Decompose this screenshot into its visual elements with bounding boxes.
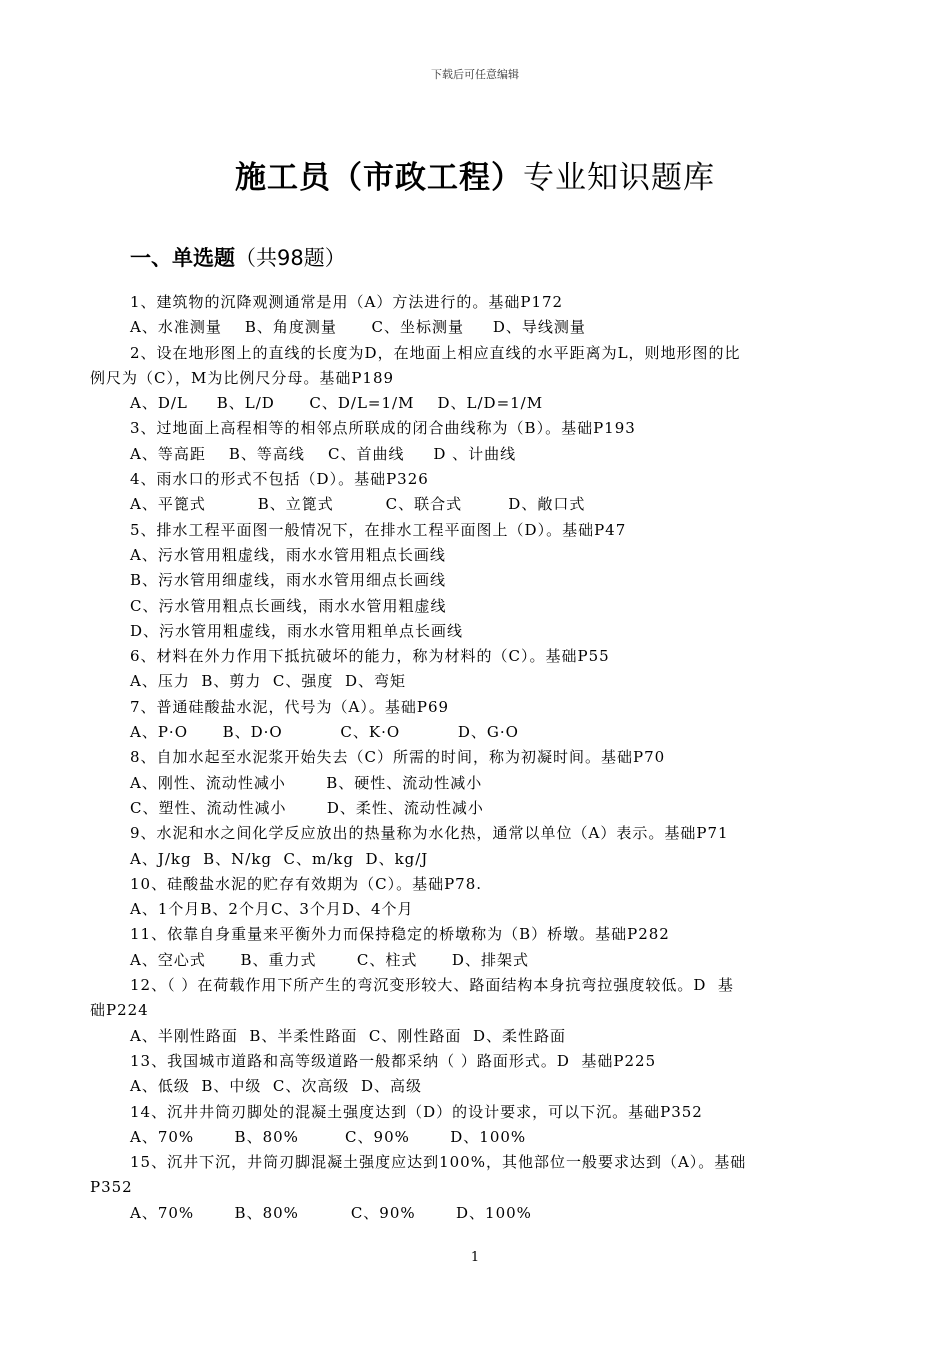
question-list	[90, 290, 860, 1226]
question-2-options: A、D/L B、L/D C、D/L=1/M D、L/D=1/M	[130, 394, 544, 413]
question-10: 10、硅酸盐水泥的贮存有效期为（C）。基础P78.	[130, 874, 483, 893]
question-3: 3、过地面上高程相等的相邻点所联成的闭合曲线称为（B）。基础P193	[130, 419, 636, 438]
question-9-options: A、J/kg B、N/kg C、m/kg D、kg/J	[130, 849, 429, 868]
question-2: 2、设在地形图上的直线的长度为D，在地面上相应直线的水平距离为L，则地形图的比	[130, 343, 741, 362]
question-5-option-a: A、污水管用粗虚线，雨水水管用粗点长画线	[130, 545, 446, 564]
section-heading-label: 一、单选题	[130, 246, 235, 270]
question-5-option-b: B、污水管用细虚线，雨水水管用细点长画线	[130, 571, 447, 590]
title-main: 施工员（市政工程）	[235, 160, 523, 196]
question-12: 12、（ ）在荷载作用下所产生的弯沉变形较大、路面结构本身抗弯拉强度较低。D 基	[130, 976, 734, 995]
question-2-continued: 例尺为（C），M为比例尺分母。基础P189	[90, 368, 395, 387]
question-8: 8、自加水起至水泥浆开始失去（C）所需的时间，称为初凝时间。基础P70	[130, 748, 666, 767]
question-15-options: A、70% B、80% C、90% D、100%	[130, 1203, 532, 1222]
question-6-options: A、压力 B、剪力 C、强度 D、弯矩	[130, 672, 406, 691]
question-12-continued: 础P224	[90, 1001, 149, 1020]
question-15: 15、沉井下沉，井筒刃脚混凝土强度应达到100%，其他部位一般要求达到（A）。基础	[130, 1153, 747, 1172]
question-14-options: A、70% B、80% C、90% D、100%	[130, 1127, 527, 1146]
question-1-options: A、水准测量 B、角度测量 C、坐标测量 D、导线测量	[130, 318, 586, 337]
question-5-option-c: C、污水管用粗点长画线，雨水水管用粗虚线	[130, 596, 447, 615]
question-11-options: A、空心式 B、重力式 C、柱式 D、排架式	[130, 950, 529, 969]
question-15-continued: P352	[90, 1178, 133, 1197]
question-4: 4、雨水口的形式不包括（D）。基础P326	[130, 470, 429, 489]
question-5: 5、排水工程平面图一般情况下，在排水工程平面图上（D）。基础P47	[130, 520, 627, 539]
section-heading	[130, 242, 346, 272]
question-4-options: A、平篦式 B、立篦式 C、联合式 D、敞口式	[130, 495, 586, 514]
question-8-options-cd: C、塑性、流动性减小 D、柔性、流动性减小	[130, 798, 484, 817]
question-13: 13、我国城市道路和高等级道路一般都采纳（ ）路面形式。D 基础P225	[130, 1051, 657, 1070]
question-9: 9、水泥和水之间化学反应放出的热量称为水化热，通常以单位（A）表示。基础P71	[130, 824, 729, 843]
question-6: 6、材料在外力作用下抵抗破坏的能力，称为材料的（C）。基础P55	[130, 647, 610, 666]
question-3-options: A、等高距 B、等高线 C、首曲线 D 、计曲线	[130, 444, 517, 463]
question-14: 14、沉井井筒刃脚处的混凝土强度达到（D）的设计要求，可以下沉。基础P352	[130, 1102, 703, 1121]
question-5-option-d: D、污水管用粗虚线，雨水水管用粗单点长画线	[130, 621, 464, 640]
header-note: 下载后可任意编辑	[431, 68, 519, 81]
question-10-options: A、1个月B、2个月C、3个月D、4个月	[130, 900, 414, 919]
section-question-count: （共98题）	[235, 246, 346, 270]
question-12-options: A、半刚性路面 B、半柔性路面 C、刚性路面 D、柔性路面	[130, 1026, 566, 1045]
question-1: 1、建筑物的沉降观测通常是用（A）方法进行的。基础P172	[130, 293, 564, 311]
question-7: 7、普通硅酸盐水泥，代号为（A）。基础P69	[130, 697, 450, 716]
question-7-options: A、P·O B、D·O C、K·O D、G·O	[130, 723, 519, 742]
title-rest: 专业知识题库	[523, 160, 715, 196]
question-13-options: A、低级 B、中级 C、次高级 D、高级	[130, 1077, 422, 1096]
question-8-options-ab: A、刚性、流动性减小 B、硬性、流动性减小	[130, 773, 483, 792]
page-number: 1	[470, 1250, 480, 1265]
page-title	[0, 152, 950, 197]
question-11: 11、依靠自身重量来平衡外力而保持稳定的桥墩称为（B）桥墩。基础P282	[130, 925, 670, 944]
